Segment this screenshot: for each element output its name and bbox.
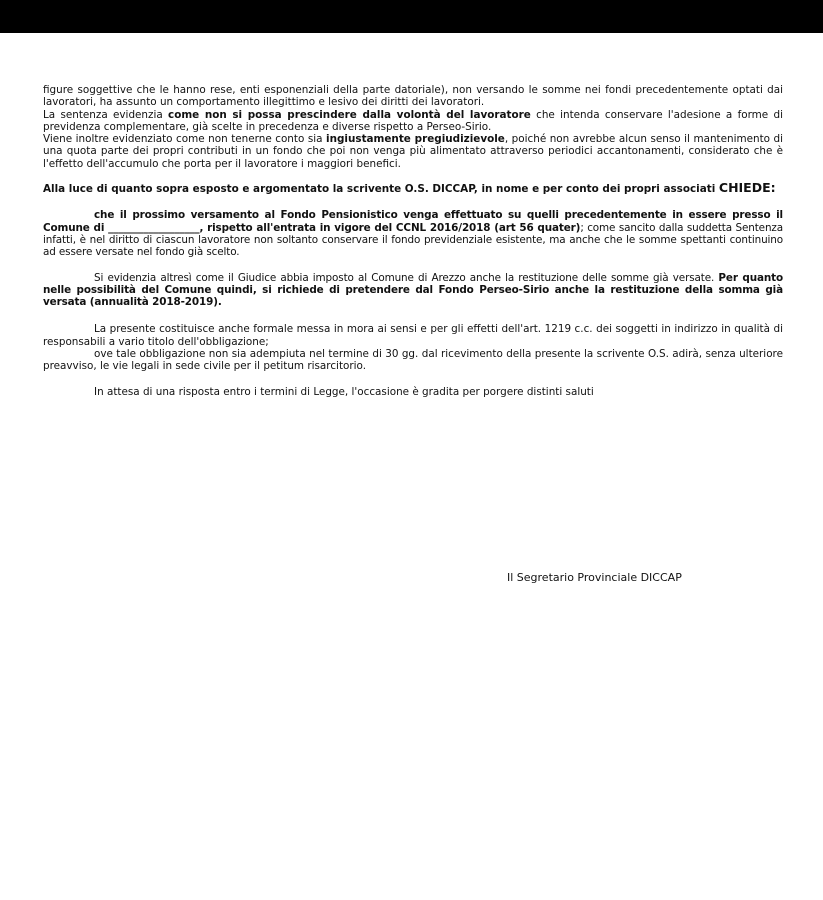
- paragraph-1: figure soggettive che le hanno rese, enti esponenziali della parte datoriale), non versando le somme nei fondi precedentemente optati dai lavoratori, ha assunto un comportamento illegittimo e lesivo dei diritti dei lavoratori.: [43, 84, 783, 109]
- restitution-bold: Per quanto nelle possibilità del Comune quindi, si richiede di pretendere dal Fondo Perseo-Sirio anche la restituzione della somma già versata (annualità 2018-2019).: [43, 271, 784, 309]
- request-intro-bold: Alla luce di quanto sopra esposto e argomentato la scrivente O.S. DICCAP, in nome e per conto dei propri associati: [43, 183, 719, 196]
- paragraph-3-text-c: , poiché non avrebbe alcun senso il mantenimento di una quota parte dei propri contributi in un fondo che poi non venga più alimentato attraverso periodici accantonamenti, considerato che è l'effetto dell'accumulo che porta per il lavoratore i maggiori benefici.: [43, 133, 783, 170]
- restitution-text: Si evidenzia altresì come il Giudice abbia imposto al Comune di Arezzo anche la restituzione delle somme già versate.: [94, 271, 719, 284]
- chiede-heading: CHIEDE:: [718, 180, 776, 196]
- signature-line: Il Segretario Provinciale DICCAP: [507, 571, 682, 584]
- paragraph-restitution: [43, 272, 783, 309]
- paragraph-3: [43, 133, 783, 170]
- paragraph-closing: In attesa di una risposta entro i termini di Legge, l'occasione è gradita per porgere distinti saluti: [94, 385, 594, 398]
- paragraph-2: [43, 109, 783, 134]
- top-black-bar: [0, 0, 823, 33]
- paragraph-3-text-a: Viene inoltre evidenziato come non tenerne conto sia: [43, 133, 327, 146]
- paragraph-request-intro: [43, 182, 783, 195]
- letter-body: [43, 84, 783, 398]
- paragraph-2-text-c: che intenda conservare l'adesione a forme di previdenza complementare, già scelte in precedenza e diverse rispetto a Perseo-Sirio.: [43, 108, 783, 133]
- request-text: ; come sancito dalla suddetta Sentenza infatti, è nel diritto di ciascun lavoratore non soltanto conservare il fondo previdenziale esistente, ma anche che le somme spettanti continuino ad essere versate nel fondo già scelto.: [43, 221, 784, 259]
- request-bold: che il prossimo versamento al Fondo Pensionistico venga effettuato su quelli precedentemente in essere presso il Comune di __________________, rispetto all'entrata in vigore del CCNL 2016/2018 (art 56 quater): [43, 209, 783, 234]
- paragraph-formal-notice: La presente costituisce anche formale messa in mora ai sensi e per gli effetti dell'art. 1219 c.c. dei soggetti in indirizzo in qualità di responsabili a vario titolo dell'obbligazione;: [43, 323, 783, 348]
- paragraph-legal-action: ove tale obbligazione non sia adempiuta nel termine di 30 gg. dal ricevimento della presente la scrivente O.S. adirà, senza ulteriore preavviso, le vie legali in sede civile per il petitum risarcitorio.: [43, 348, 783, 373]
- paragraph-2-bold: come non si possa prescindere dalla volontà del lavoratore: [168, 108, 531, 121]
- paragraph-request: [43, 209, 783, 258]
- paragraph-2-text-a: La sentenza evidenzia: [43, 108, 169, 121]
- paragraph-3-bold: ingiustamente pregiudizievole: [326, 133, 505, 146]
